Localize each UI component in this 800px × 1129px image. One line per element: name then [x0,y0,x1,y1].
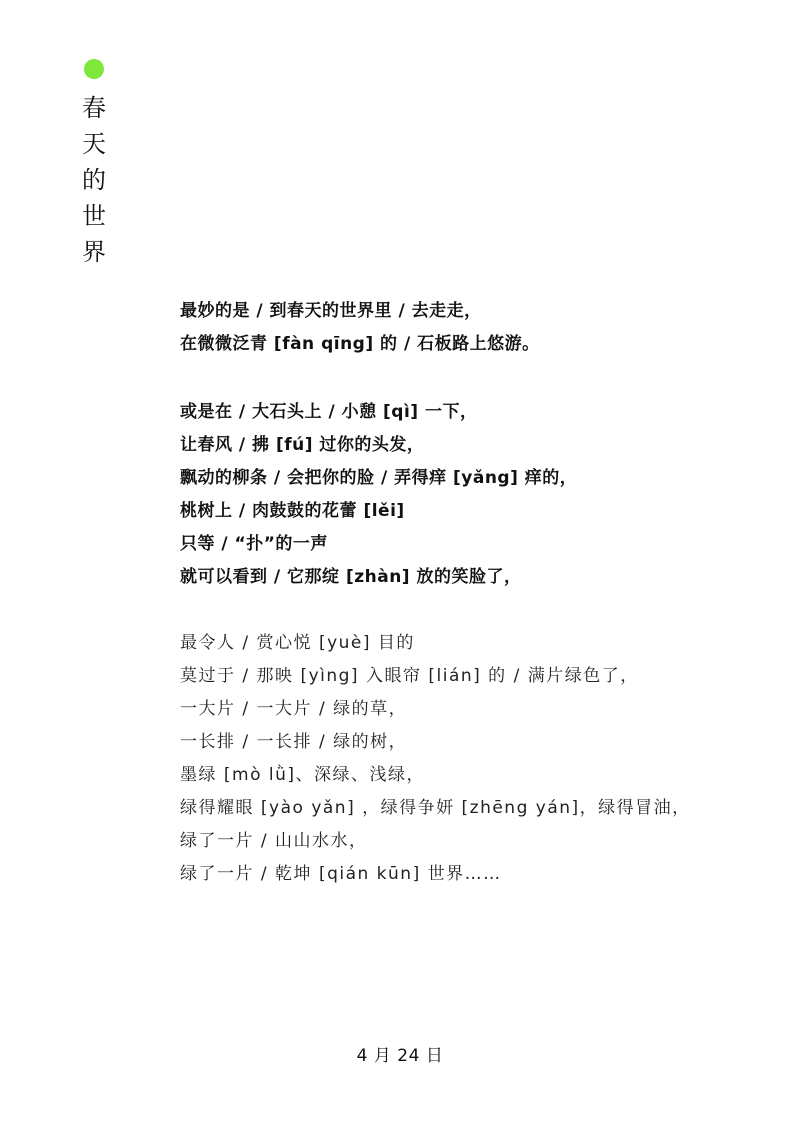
poem-line: 墨绿 [mò lǜ]、深绿、浅绿， [180,765,426,785]
poem-line: 在微微泛青 [fàn qīng] 的 / 石板路上悠游。 [180,334,540,354]
green-dot-icon [84,59,104,79]
poem-line: 绿得耀眼 [yào yǎn] ，绿得争妍 [zhēng yán]，绿得冒油， [180,798,691,818]
poem-line: 桃树上 / 肉鼓鼓的花蕾 [lěi] [180,501,405,521]
poem-line: 绿了一片 / 乾坤 [qián kūn] 世界…… [180,864,502,884]
poem-line: 让春风 / 拂 [fú] 过你的头发， [180,435,425,455]
poem-line: 最令人 / 赏心悦 [yuè] 目的 [180,633,415,653]
poem-line: 最妙的是 / 到春天的世界里 / 去走走， [180,301,482,321]
title-char: 春 [82,94,106,122]
title-char: 界 [82,238,106,266]
vertical-title [82,90,116,270]
poem-line: 飘动的柳条 / 会把你的脸 / 弄得痒 [yǎng] 痒的， [180,468,578,488]
title-char: 的 [82,166,106,194]
stanza-2 [180,396,577,594]
poem-line: 一长排 / 一长排 / 绿的树， [180,732,408,752]
stanza-1 [180,295,540,361]
poem-line: 莫过于 / 那映 [yìng] 入眼帘 [lián] 的 / 满片绿色了， [180,666,639,686]
title-char: 世 [82,202,106,230]
poem-line: 只等 / “扑”的一声 [180,534,328,554]
poem-line: 绿了一片 / 山山水水， [180,831,368,851]
stanza-3 [180,627,691,891]
poem-line: 一大片 / 一大片 / 绿的草， [180,699,408,719]
poem-line: 或是在 / 大石头上 / 小憩 [qì] 一下， [180,402,478,422]
title-char: 天 [82,130,106,158]
poem-line: 就可以看到 / 它那绽 [zhàn] 放的笑脸了， [180,567,522,587]
date-footer: 4 月 24 日 [356,1046,444,1066]
